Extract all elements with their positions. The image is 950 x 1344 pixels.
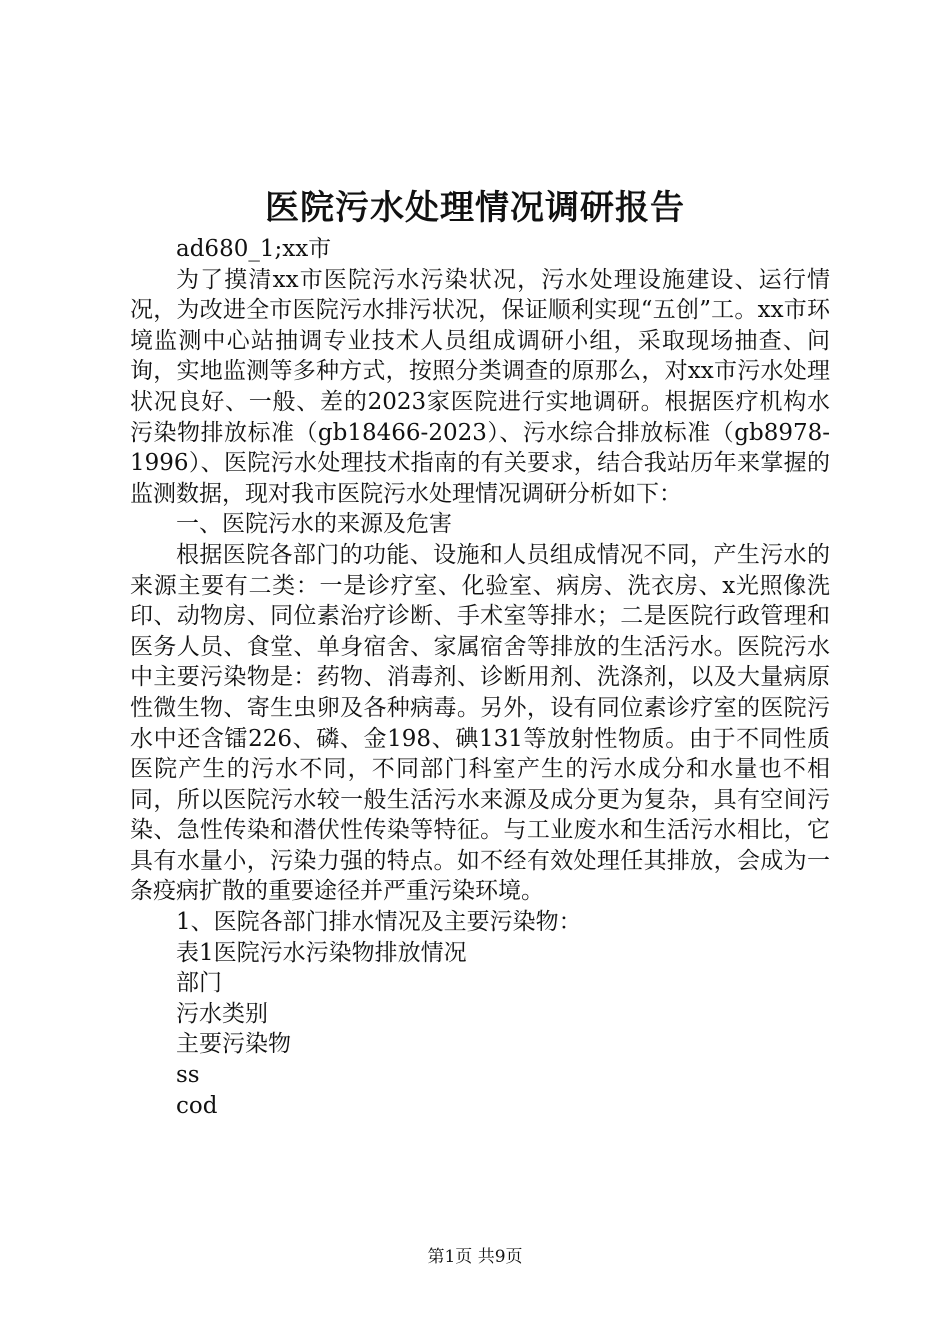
source-paragraph: 根据医院各部门的功能、设施和人员组成情况不同，产生污水的来源主要有二类：一是诊疗室、化验室、病房、洗衣房、x光照像洗印、动物房、同位素治疗诊断、手术室等排水；二是医院行政管理和医务人员、食堂、单身宿舍、家属宿舍等排放的生活污水。医院污水中主要污染物是：药物、消毒剂、诊断用剂、洗涤剂，以及大量病原性微生物、寄生虫卵及各种病毒。另外，设有同位素诊疗室的医院污水中还含镭226、磷、金198、碘131等放射性物质。由于不同性质医院产生的污水不同，不同部门科室产生的污水成分和水量也不相同，所以医院污水较一般生活污水来源及成分更为复杂，具有空间污染、急性传染和潜伏性传染等特征。与工业废水和生活污水相比，它具有水量小，污染力强的特点。如不经有效处理任其排放，会成为一条疫病扩散的重要途径并严重污染环境。 [130, 541, 830, 905]
table-header-cod: cod [176, 1092, 218, 1119]
section-heading: 一、医院污水的来源及危害 [176, 511, 452, 538]
table-header-wastewater-type: 污水类别 [176, 1000, 268, 1027]
table-header-main-pollutants: 主要污染物 [176, 1031, 291, 1058]
subtitle-line: ad680_1;xx市 [176, 236, 332, 262]
document-title: 医院污水处理情况调研报告 [265, 188, 685, 228]
page-footer: 第1页 共9页 [427, 1247, 523, 1267]
table-header-department: 部门 [176, 970, 222, 997]
table-caption: 表1医院污水污染物排放情况 [176, 939, 467, 966]
table-header-ss: ss [176, 1062, 200, 1089]
intro-paragraph: 为了摸清xx市医院污水污染状况，污水处理设施建设、运行情况，为改进全市医院污水排污状况，保证顺利实现“五创”工。xx市环境监测中心站抽调专业技术人员组成调研小组，采取现场抽查、问询，实地监测等多种方式，按照分类调查的原那么，对xx市污水处理状况良好、一般、差的2023家医院进行实地调研。根据医疗机构水污染物排放标准（gb18466-2023）、污水综合排放标准（gb8978-1996）、医院污水处理技术指南的有关要求，结合我站历年来掌握的监测数据，现对我市医院污水处理情况调研分析如下： [130, 266, 830, 507]
subsection-heading: 1、医院各部门排水情况及主要污染物： [176, 909, 582, 936]
document-body [130, 234, 830, 1121]
